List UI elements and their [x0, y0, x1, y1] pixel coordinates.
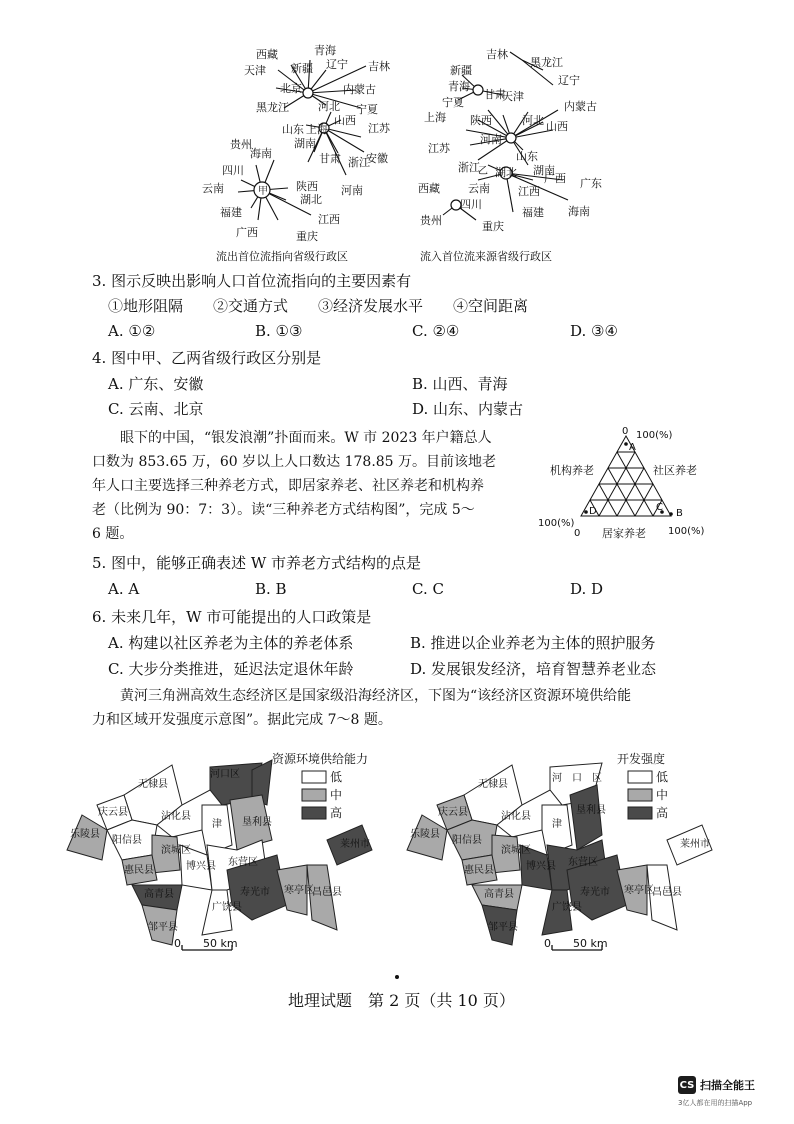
- label: 西藏: [256, 48, 278, 61]
- svg-text:西藏: 西藏: [418, 182, 440, 195]
- svg-text:山东: 山东: [516, 150, 538, 163]
- scanner-tagline: 3亿人都在用的扫描App: [678, 1099, 753, 1107]
- q3-option-c[interactable]: C. ②④: [412, 322, 460, 340]
- bottom-zero: 0: [574, 528, 581, 539]
- map-resource-supply: [62, 745, 397, 960]
- map-development-intensity: [402, 745, 737, 960]
- svg-text:海南: 海南: [250, 147, 272, 160]
- svg-text:莱州市: 莱州市: [340, 839, 370, 850]
- svg-text:高青县: 高青县: [484, 889, 514, 900]
- svg-text:沾化县: 沾化县: [501, 811, 531, 822]
- svg-text:辽宁: 辽宁: [326, 58, 348, 71]
- left-axis-label: 机构养老: [550, 464, 594, 477]
- svg-text:重庆: 重庆: [296, 230, 318, 243]
- svg-text:青海: 青海: [448, 80, 470, 93]
- svg-text:陕西: 陕西: [296, 180, 318, 193]
- svg-text:昌邑县: 昌邑县: [652, 887, 682, 898]
- svg-text:内蒙古: 内蒙古: [343, 83, 376, 96]
- svg-text:广饶县: 广饶县: [212, 902, 242, 913]
- passage-line: 眼下的中国，“银发浪潮”扑面而来。W 市 2023 年户籍总人: [120, 430, 492, 446]
- legend-mid-label: 中: [656, 788, 669, 802]
- svg-text:河南: 河南: [480, 133, 502, 146]
- svg-text:无棣县: 无棣县: [478, 779, 508, 790]
- svg-text:湖北: 湖北: [495, 166, 517, 179]
- passage-line: 口数为 853.65 万，60 岁以上人口数达 178.85 万。目前该地老: [92, 454, 497, 470]
- svg-text:北京: 北京: [280, 82, 302, 95]
- q5-option-d[interactable]: D. D: [570, 580, 604, 598]
- svg-text:山西: 山西: [546, 120, 568, 133]
- svg-text:云南: 云南: [202, 182, 224, 195]
- svg-text:新疆: 新疆: [291, 62, 313, 75]
- svg-text:邹平县: 邹平县: [488, 922, 518, 933]
- svg-text:津: 津: [212, 819, 222, 830]
- svg-text:寒亭区: 寒亭区: [624, 885, 654, 896]
- map-left-scale: 0 50 km: [174, 937, 238, 950]
- q5-option-c[interactable]: C. C: [412, 580, 444, 598]
- scanner-watermark: [678, 1076, 755, 1094]
- svg-text:海南: 海南: [568, 205, 590, 218]
- bottom-axis-label: 居家养老: [602, 527, 646, 540]
- svg-text:邹平县: 邹平县: [148, 922, 178, 933]
- svg-text:莱州市: 莱州市: [680, 839, 710, 850]
- svg-text:福建: 福建: [522, 206, 544, 219]
- svg-text:四川: 四川: [460, 198, 482, 211]
- svg-text:天津: 天津: [502, 90, 524, 103]
- svg-text:甲: 甲: [258, 186, 268, 197]
- page-dot: [395, 975, 399, 979]
- svg-text:垦利县: 垦利县: [242, 817, 272, 828]
- top-hundred: 100(%): [636, 430, 673, 441]
- svg-text:贵州: 贵州: [420, 214, 442, 227]
- q6-option-b[interactable]: B. 推进以企业养老为主体的照护服务: [410, 634, 656, 652]
- svg-text:吉林: 吉林: [486, 48, 508, 61]
- passage-line: 老（比例为 90：7：3）。读“三种养老方式结构图”，完成 5～: [92, 502, 475, 518]
- legend-low-label: 低: [656, 770, 669, 784]
- q4-option-b[interactable]: B. 山西、青海: [412, 375, 508, 393]
- right-axis-label: 社区养老: [653, 464, 697, 477]
- svg-text:江西: 江西: [518, 185, 540, 198]
- q6-option-c[interactable]: C. 大步分类推进，延迟法定退休年龄: [108, 660, 354, 678]
- svg-text:东营区: 东营区: [568, 857, 598, 868]
- point-b-label: B: [676, 508, 683, 519]
- svg-text:庆云县: 庆云县: [98, 807, 128, 818]
- svg-text:津: 津: [552, 819, 562, 830]
- svg-text:宁夏: 宁夏: [442, 96, 464, 109]
- svg-text:甘肃: 甘肃: [319, 152, 341, 165]
- q3-option-d[interactable]: D. ③④: [570, 322, 618, 340]
- svg-text:惠民县: 惠民县: [124, 865, 154, 876]
- svg-text:博兴县: 博兴县: [526, 861, 556, 872]
- svg-text:安徽: 安徽: [366, 152, 388, 165]
- flow-map-inflow: [418, 40, 608, 265]
- legend-high-swatch: [302, 807, 326, 819]
- svg-text:内蒙古: 内蒙古: [564, 100, 597, 113]
- legend-mid-swatch: [628, 789, 652, 801]
- q6-option-a[interactable]: A. 构建以社区养老为主体的养老体系: [108, 634, 354, 652]
- svg-text:天津: 天津: [244, 64, 266, 77]
- question-4-stem: 4. 图中甲、乙两省级行政区分别是: [92, 349, 322, 367]
- svg-text:黑龙江: 黑龙江: [256, 101, 289, 114]
- ternary-diagram: [536, 424, 711, 542]
- svg-text:云南: 云南: [468, 182, 490, 195]
- svg-text:辽宁: 辽宁: [558, 74, 580, 87]
- flow-map-outflow-caption: 流出首位流指向省级行政区: [216, 250, 348, 263]
- svg-text:惠民县: 惠民县: [464, 865, 494, 876]
- svg-text:广西: 广西: [544, 172, 566, 185]
- svg-text:陕西: 陕西: [470, 114, 492, 127]
- q3-option-a[interactable]: A. ①②: [108, 322, 156, 340]
- map-right-scale: 0 50 km: [544, 937, 608, 950]
- question-3-factors: ①地形阻隔 ②交通方式 ③经济发展水平 ④空间距离: [108, 297, 529, 315]
- svg-text:江苏: 江苏: [368, 122, 390, 135]
- left-hundred: 100(%): [538, 518, 575, 529]
- svg-text:阳信县: 阳信县: [452, 835, 482, 846]
- map-resource-supply-graphic: [62, 745, 397, 960]
- svg-text:滨城区: 滨城区: [161, 845, 191, 856]
- bottom-hundred: 100(%): [668, 526, 705, 537]
- svg-text:浙江: 浙江: [348, 156, 370, 169]
- legend-low-swatch: [628, 771, 652, 783]
- question-5-stem: 5. 图中，能够正确表述 W 市养老方式结构的点是: [92, 554, 422, 572]
- q4-option-c[interactable]: C. 云南、北京: [108, 400, 204, 418]
- page-footer: 地理试题 第 2 页（共 10 页）: [288, 991, 515, 1010]
- svg-text:重庆: 重庆: [482, 220, 504, 233]
- svg-text:贵州: 贵州: [230, 138, 252, 151]
- svg-text:寿光市: 寿光市: [580, 887, 610, 898]
- passage-line: 力和区域开发强度示意图”。据此完成 7～8 题。: [92, 712, 392, 728]
- ternary-diagram-graphic: [536, 424, 711, 542]
- svg-text:河北: 河北: [522, 114, 544, 127]
- svg-text:昌邑县: 昌邑县: [312, 887, 342, 898]
- svg-text:广东: 广东: [580, 177, 602, 190]
- passage-elderly-care: [92, 426, 532, 546]
- scanner-app-name: 扫描全能王: [700, 1079, 755, 1092]
- passage-yellow-river-delta: [92, 684, 732, 732]
- legend-high-label: 高: [656, 806, 669, 820]
- svg-text:沾化县: 沾化县: [161, 811, 191, 822]
- point-c-label: C: [656, 502, 663, 513]
- map-left-legend-title: 资源环境供给能力: [272, 752, 369, 766]
- svg-text:宁夏: 宁夏: [356, 103, 378, 116]
- svg-text:湖南: 湖南: [294, 137, 316, 150]
- svg-text:黑龙江: 黑龙江: [530, 56, 563, 69]
- question-3-stem: 3. 图示反映出影响人口首位流指向的主要因素有: [92, 272, 412, 290]
- point-a-label: A: [629, 442, 636, 453]
- svg-text:河南: 河南: [341, 184, 363, 197]
- svg-text:上海: 上海: [306, 123, 328, 136]
- flow-map-inflow-caption: 流入首位流来源省级行政区: [420, 250, 552, 263]
- svg-text:山东: 山东: [282, 123, 304, 136]
- svg-text:阳信县: 阳信县: [112, 835, 142, 846]
- svg-text:广饶县: 广饶县: [552, 902, 582, 913]
- map-right-legend-title: 开发强度: [617, 752, 666, 766]
- passage-line: 6 题。: [92, 526, 134, 542]
- svg-text:新疆: 新疆: [450, 64, 472, 77]
- q3-option-b[interactable]: B. ①③: [255, 322, 303, 340]
- q5-option-b[interactable]: B. B: [255, 580, 287, 598]
- legend-low-swatch: [302, 771, 326, 783]
- svg-text:滨城区: 滨城区: [501, 845, 531, 856]
- svg-text:山西: 山西: [334, 114, 356, 127]
- legend-high-swatch: [628, 807, 652, 819]
- svg-text:吉林: 吉林: [368, 60, 390, 73]
- svg-text:庆云县: 庆云县: [438, 807, 468, 818]
- svg-text:江苏: 江苏: [428, 142, 450, 155]
- svg-text:东营区: 东营区: [228, 857, 258, 868]
- passage-line: 黄河三角洲高效生态经济区是国家级沿海经济区，下图为“该经济区资源环境供给能: [120, 688, 632, 704]
- q4-option-d[interactable]: D. 山东、内蒙古: [412, 400, 524, 418]
- svg-text:湖南: 湖南: [533, 164, 555, 177]
- svg-text:寒亭区: 寒亭区: [284, 885, 314, 896]
- svg-text:乐陵县: 乐陵县: [410, 829, 440, 840]
- svg-text:河口区: 河口区: [210, 769, 240, 780]
- svg-text:青海: 青海: [314, 44, 336, 57]
- svg-text:广西: 广西: [236, 226, 258, 239]
- legend-high-label: 高: [330, 806, 343, 820]
- svg-text:江西: 江西: [318, 213, 340, 226]
- flow-map-outflow: [196, 40, 406, 265]
- svg-text:垦利县: 垦利县: [576, 805, 606, 816]
- top-zero: 0: [622, 426, 629, 437]
- svg-text:乙: 乙: [478, 166, 488, 177]
- flow-map-inflow-graphic: [418, 40, 608, 245]
- flow-map-outflow-graphic: [196, 40, 406, 245]
- svg-text:博兴县: 博兴县: [186, 861, 216, 872]
- q5-option-a[interactable]: A. A: [108, 580, 140, 598]
- legend-mid-swatch: [302, 789, 326, 801]
- q4-option-a[interactable]: A. 广东、安徽: [108, 375, 204, 393]
- point-d-label: D: [589, 506, 597, 517]
- svg-text:四川: 四川: [222, 164, 244, 177]
- svg-text:河 口 区: 河 口 区: [552, 773, 602, 784]
- map-development-intensity-graphic: [402, 745, 737, 960]
- svg-text:无棣县: 无棣县: [138, 779, 168, 790]
- cs-logo-icon: CS: [678, 1076, 696, 1094]
- question-6-stem: 6. 未来几年，W 市可能提出的人口政策是: [92, 608, 372, 626]
- svg-text:湖北: 湖北: [300, 193, 322, 206]
- svg-text:上海: 上海: [424, 111, 446, 124]
- legend-mid-label: 中: [330, 788, 343, 802]
- q6-option-d[interactable]: D. 发展银发经济，培育智慧养老业态: [410, 660, 657, 678]
- svg-text:寿光市: 寿光市: [240, 887, 270, 898]
- legend-low-label: 低: [330, 770, 343, 784]
- svg-text:浙江: 浙江: [458, 161, 480, 174]
- svg-text:福建: 福建: [220, 206, 242, 219]
- svg-text:甘肃: 甘肃: [484, 88, 506, 101]
- passage-line: 年人口主要选择三种养老方式，即居家养老、社区养老和机构养: [92, 478, 484, 494]
- svg-text:乐陵县: 乐陵县: [70, 829, 100, 840]
- svg-text:高青县: 高青县: [144, 889, 174, 900]
- svg-text:河北: 河北: [318, 100, 340, 113]
